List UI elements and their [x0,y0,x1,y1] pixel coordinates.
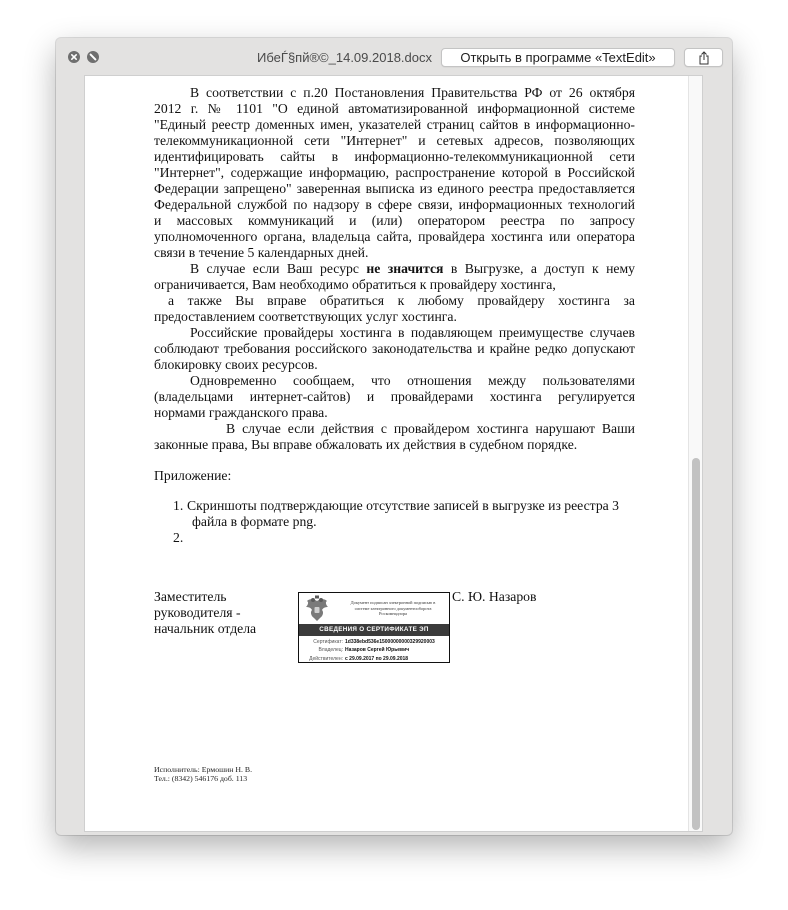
text-line: блокировку своих ресурсов. [154,357,318,372]
signature-line: руководителя - [154,605,241,620]
list-number: 1. [173,498,184,513]
text-line: ограничивается, Вам необходимо обратиться к провайдеру хостинга, [154,277,556,292]
text-line: предоставлением соответствующих услуг хостинга. [154,309,457,324]
paragraph-1 [154,85,635,261]
share-icon [698,51,710,65]
text-line: уполномоченного органа, владельца сайта, провайдера хостинга или оператора [154,229,635,244]
list-item-text: Скриншоты подтверждающие отсутствие записей в выгрузке из реестра 3 [187,498,620,513]
stamp-header-line: Роскомнадзора [378,611,408,617]
owner-label: Владелец: [318,647,343,654]
text-line: Российские провайдеры хостинга в подавляющем преимуществе случаев [190,325,635,340]
document-preview [84,75,703,832]
validity-row [299,655,449,663]
executor-line: Исполнитель: Ермошин Н. В. [154,765,253,774]
text-line: Федеральной службой по надзору в сфере связи, информационных технологий [154,197,635,212]
coat-of-arms-icon [304,595,330,623]
phone-line: Тел.: (8342) 546176 доб. 113 [154,774,248,783]
paragraph-3 [154,325,635,373]
text-line: "Единый реестр доменных имен, указателей страниц сайтов в информационно- [154,117,635,132]
list-item-text: файла в формате png. [192,514,317,529]
text-line: и массовых коммуникаций и (или) оператором реестра по запросу [154,213,635,228]
text-line: связи в течение 5 календарных дней. [154,245,369,260]
text-line: "Интернет", содержащие информацию, распространение которой в Российской [154,165,635,180]
owner-row [299,646,449,654]
window-title: ИбеЃ§пй®©_14.09.2018.docx [257,50,432,65]
validity-label: Действителен: [309,655,343,662]
text-line: идентифицировать сайты в информационно-телекоммуникационной сети [154,149,635,164]
text-line: (владельцами интернет-сайтов) и провайдерами хостинга регулируется [154,389,635,404]
close-button[interactable] [68,51,80,63]
stamp-header [337,600,449,617]
validity-value: с 29.09.2017 по 29.09.2018 [345,655,409,662]
open-in-textedit-button[interactable]: Открыть в программе «TextEdit» [441,48,675,67]
stamp-header-line: системе электронного документооборота [354,605,432,611]
digital-signature-stamp [298,592,450,663]
share-button[interactable] [684,48,723,67]
text-line: Федерации запрещено" заверенная выписка из единого реестра предоставляется [154,181,635,196]
stamp-title: СВЕДЕНИЯ О СЕРТИФИКАТЕ ЭП [299,624,449,636]
list-number: 2. [173,530,184,545]
signature-line: Заместитель [154,589,227,604]
appendix-title: Приложение: [154,468,232,483]
text-line: Одновременно сообщаем, что отношения между пользователями [190,373,635,388]
stamp-header-line: Документ подписан электронной подписью в [350,600,436,605]
paragraph-5 [154,421,635,453]
certificate-value: 1d338ebd536e15000000000329920003 [345,639,435,645]
paragraph-4 [154,373,635,421]
fullscreen-icon [87,51,99,63]
signature-line: начальник отдела [154,621,257,636]
text-line: а также Вы вправе обратиться к любому провайдеру хостинга за [168,293,635,308]
text-line: телекоммуникационной сети "Интернет" и сетевых адресов, позволяющих [154,133,635,148]
text-span: В случае если Ваш ресурс [190,261,367,276]
document-footer [154,765,252,783]
text-span: в Выгрузке, а доступ к нему [443,261,635,276]
text-line: законные права, Вы вправе обжаловать их действия в судебном порядке. [154,437,578,452]
text-line: В случае если действия с провайдером хостинга нарушают Ваши [226,421,635,436]
certificate-row [299,638,449,646]
owner-value: Назаров Сергей Юрьевич [345,647,410,654]
paragraph-2 [154,261,635,325]
text-line: соблюдают требования российского законодательства и крайне редко допускают [154,341,635,356]
vertical-scrollbar[interactable] [688,76,702,831]
text-line: нормами гражданского права. [154,405,328,420]
text-line: В соответствии с п.20 Постановления Правительства РФ от 26 октября [190,85,635,100]
text-line [154,261,635,277]
certificate-label: Сертификат: [313,639,343,645]
text-line: 2012 г. № 1101 "О единой автоматизированной информационной системе [154,101,635,116]
fullscreen-button[interactable] [87,51,99,63]
bold-text: не значится [366,261,444,276]
close-icon [68,51,80,63]
scrollbar-thumb[interactable] [692,458,700,830]
quicklook-window [56,38,732,835]
document-body [154,85,635,453]
signer-name: С. Ю. Назаров [452,589,537,604]
stamp-details [299,638,449,663]
